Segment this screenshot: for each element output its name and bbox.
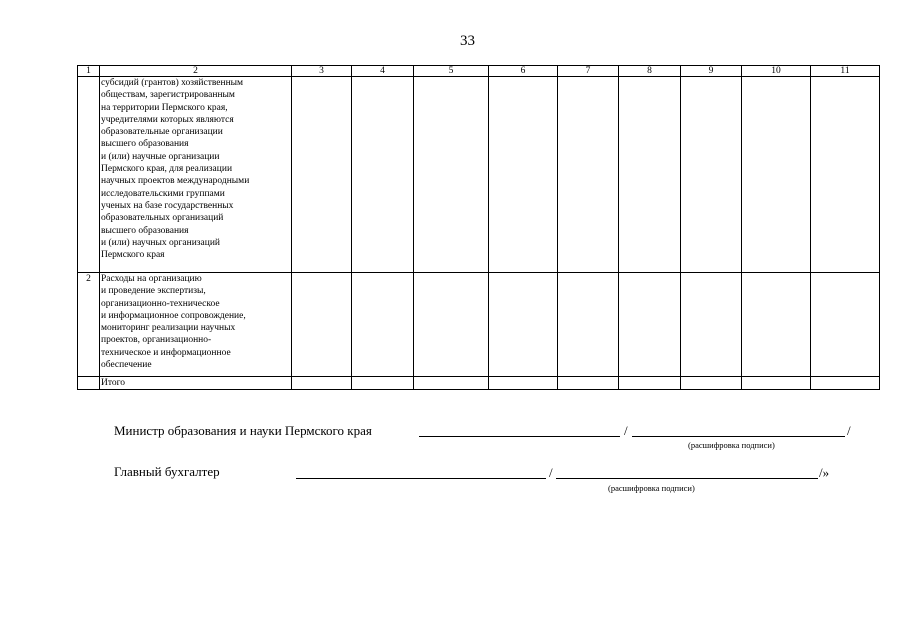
empty-cell — [292, 377, 352, 390]
header-cell: 9 — [681, 66, 742, 77]
row-description-cell: Расходы на организацию и проведение экспертизы, организационно-техническое и информационное сопровождение, мониторинг реализации научных проектов, организационно- техническое и информационное обеспечение — [100, 273, 292, 377]
header-cell: 3 — [292, 66, 352, 77]
minister-slash: / — [624, 423, 628, 438]
row-number-cell: 2 — [78, 273, 100, 377]
header-cell: 8 — [619, 66, 681, 77]
empty-cell — [619, 273, 681, 377]
row-description-cell: субсидий (грантов) хозяйственным обществам, зарегистрированным на территории Пермского края, учредителями которых являются образовательные организации высшего образования и (или) научные организации Пермского края, для реализации научных проектов международными исследовательскими группами ученых на базе государственных образовательных организаций высшего образования и (или) научных организаций Пермского края — [100, 77, 292, 273]
empty-cell — [489, 77, 558, 273]
empty-cell — [558, 77, 619, 273]
header-cell: 2 — [100, 66, 292, 77]
minister-signature-line — [419, 436, 620, 437]
empty-cell — [811, 273, 880, 377]
table-header-row — [78, 66, 880, 77]
empty-cell — [619, 377, 681, 390]
empty-cell — [558, 273, 619, 377]
empty-cell — [292, 273, 352, 377]
empty-cell — [414, 77, 489, 273]
empty-cell — [558, 377, 619, 390]
accountant-slash: / — [549, 465, 553, 480]
empty-cell — [811, 377, 880, 390]
accountant-caption: (расшифровка подписи) — [608, 483, 695, 493]
report-table — [77, 65, 880, 390]
empty-cell — [681, 377, 742, 390]
empty-cell — [811, 77, 880, 273]
empty-cell — [352, 273, 414, 377]
empty-cell — [352, 77, 414, 273]
accountant-label: Главный бухгалтер — [114, 464, 220, 479]
header-cell: 7 — [558, 66, 619, 77]
table-row — [78, 273, 880, 377]
empty-cell — [681, 77, 742, 273]
header-cell: 4 — [352, 66, 414, 77]
empty-cell — [489, 377, 558, 390]
header-cell: 10 — [742, 66, 811, 77]
empty-cell — [742, 377, 811, 390]
table-row-total — [78, 377, 880, 390]
empty-cell — [414, 273, 489, 377]
accountant-name-line — [556, 478, 818, 479]
empty-cell — [742, 273, 811, 377]
header-cell: 1 — [78, 66, 100, 77]
empty-cell — [352, 377, 414, 390]
empty-cell — [489, 273, 558, 377]
accountant-end-slash: /» — [819, 465, 830, 480]
empty-cell — [681, 273, 742, 377]
empty-cell — [292, 77, 352, 273]
minister-caption: (расшифровка подписи) — [688, 440, 775, 450]
row-number-cell — [78, 77, 100, 273]
total-label-cell: Итого — [100, 377, 292, 390]
row-number-cell — [78, 377, 100, 390]
empty-cell — [619, 77, 681, 273]
header-cell: 5 — [414, 66, 489, 77]
minister-label: Министр образования и науки Пермского края — [114, 423, 372, 438]
header-cell: 6 — [489, 66, 558, 77]
table-row — [78, 77, 880, 273]
empty-cell — [742, 77, 811, 273]
minister-name-line — [632, 436, 845, 437]
empty-cell — [414, 377, 489, 390]
accountant-signature-line — [296, 478, 546, 479]
page-number: 33 — [460, 33, 475, 49]
minister-end-slash: / — [847, 423, 851, 438]
header-cell: 11 — [811, 66, 880, 77]
